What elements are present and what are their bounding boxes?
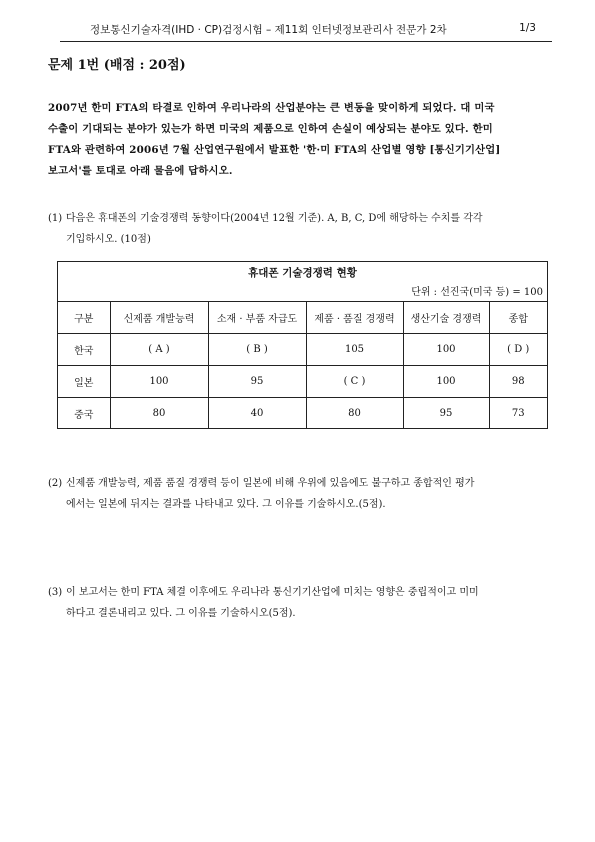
- page-number: 1/3: [519, 22, 536, 34]
- sub-question-line: 다음은 휴대폰의 기술경쟁력 동향이다(2004년 12월 기준). A, B, C, D에 해당하는 수치를 각각: [66, 213, 483, 224]
- table-cell: 73: [489, 398, 547, 430]
- table-cell: 100: [110, 366, 208, 398]
- sub-question-number: (3): [48, 587, 63, 598]
- table-cell: 40: [208, 398, 306, 430]
- intro-line: 수출이 기대되는 분야가 있는가 하면 미국의 제품으로 인하여 손실이 예상되는 분야도 있다. 한미: [48, 123, 493, 135]
- sub-question-line: 기입하시오. (10점): [66, 234, 151, 245]
- sub-question-line: 신제품 개발능력, 제품 품질 경쟁력 등이 일본에 비해 우위에 있음에도 불구하고 종합적인 평가: [66, 478, 475, 489]
- table-cell: ( D ): [489, 334, 547, 366]
- table-title: 휴대폰 기술경쟁력 현황: [248, 267, 357, 279]
- table-cell: 100: [403, 366, 489, 398]
- sub-question-line: 이 보고서는 한미 FTA 체결 이후에도 우리나라 통신기기산업에 미치는 영향은 중립적이고 미미: [66, 587, 479, 598]
- table-cell: ( A ): [110, 334, 208, 366]
- table-cell: 95: [403, 398, 489, 430]
- table-cell: 한국: [58, 334, 110, 366]
- sub-question-3: [48, 582, 553, 624]
- header-divider: [60, 41, 552, 42]
- sub-question-number: (2): [48, 478, 63, 489]
- intro-line: 2007년 한미 FTA의 타결로 인하여 우리나라의 산업분야는 큰 변동을 맞이하게 되었다. 대 미국: [48, 102, 495, 114]
- page-header: [60, 22, 552, 38]
- sub-question-line: 하다고 결론내리고 있다. 그 이유를 기술하시오(5점).: [66, 608, 296, 619]
- intro-line: FTA와 관련하여 2006년 7월 산업연구원에서 발표한 '한·미 FTA의 산업별 영향 [통신기기산업]: [48, 144, 501, 156]
- table-row: [58, 366, 547, 398]
- table-unit: 단위 : 선진국(미국 등) = 100: [411, 287, 543, 298]
- intro-line: 보고서'를 토대로 아래 물음에 답하시오.: [48, 165, 233, 177]
- question-title: 문제 1번 (배점 : 20점): [48, 58, 186, 73]
- sub-question-2: [48, 473, 553, 515]
- table-header-cell: 구분: [58, 302, 110, 334]
- sub-question-line: 에서는 일본에 뒤지는 결과를 나타내고 있다. 그 이유를 기술하시오.(5점).: [66, 499, 386, 510]
- table-row: [58, 334, 547, 366]
- table-cell: ( B ): [208, 334, 306, 366]
- table-cell: 일본: [58, 366, 110, 398]
- table-cell: 100: [403, 334, 489, 366]
- competitiveness-table: [57, 261, 548, 429]
- table-cell: 105: [306, 334, 403, 366]
- table-cell: 98: [489, 366, 547, 398]
- table-cell: ( C ): [306, 366, 403, 398]
- sub-question-1: [48, 208, 553, 250]
- table-header-cell: 종합: [489, 302, 547, 334]
- table-header-cell: 소재 · 부품 자급도: [208, 302, 306, 334]
- table-grid: [58, 301, 547, 429]
- table-header-row: [58, 302, 547, 334]
- table-header-cell: 생산기술 경쟁력: [403, 302, 489, 334]
- question-intro: [48, 98, 553, 182]
- sub-question-number: (1): [48, 213, 63, 224]
- table-cell: 80: [306, 398, 403, 430]
- table-header-cell: 제품 · 품질 경쟁력: [306, 302, 403, 334]
- table-header-cell: 신제품 개발능력: [110, 302, 208, 334]
- table-row: [58, 398, 547, 430]
- table-cell: 80: [110, 398, 208, 430]
- exam-header-title: 정보통신기술자격(IHD · CP)검정시험 – 제11회 인터넷정보관리사 전문가 2차: [90, 24, 447, 36]
- table-cell: 95: [208, 366, 306, 398]
- table-cell: 중국: [58, 398, 110, 430]
